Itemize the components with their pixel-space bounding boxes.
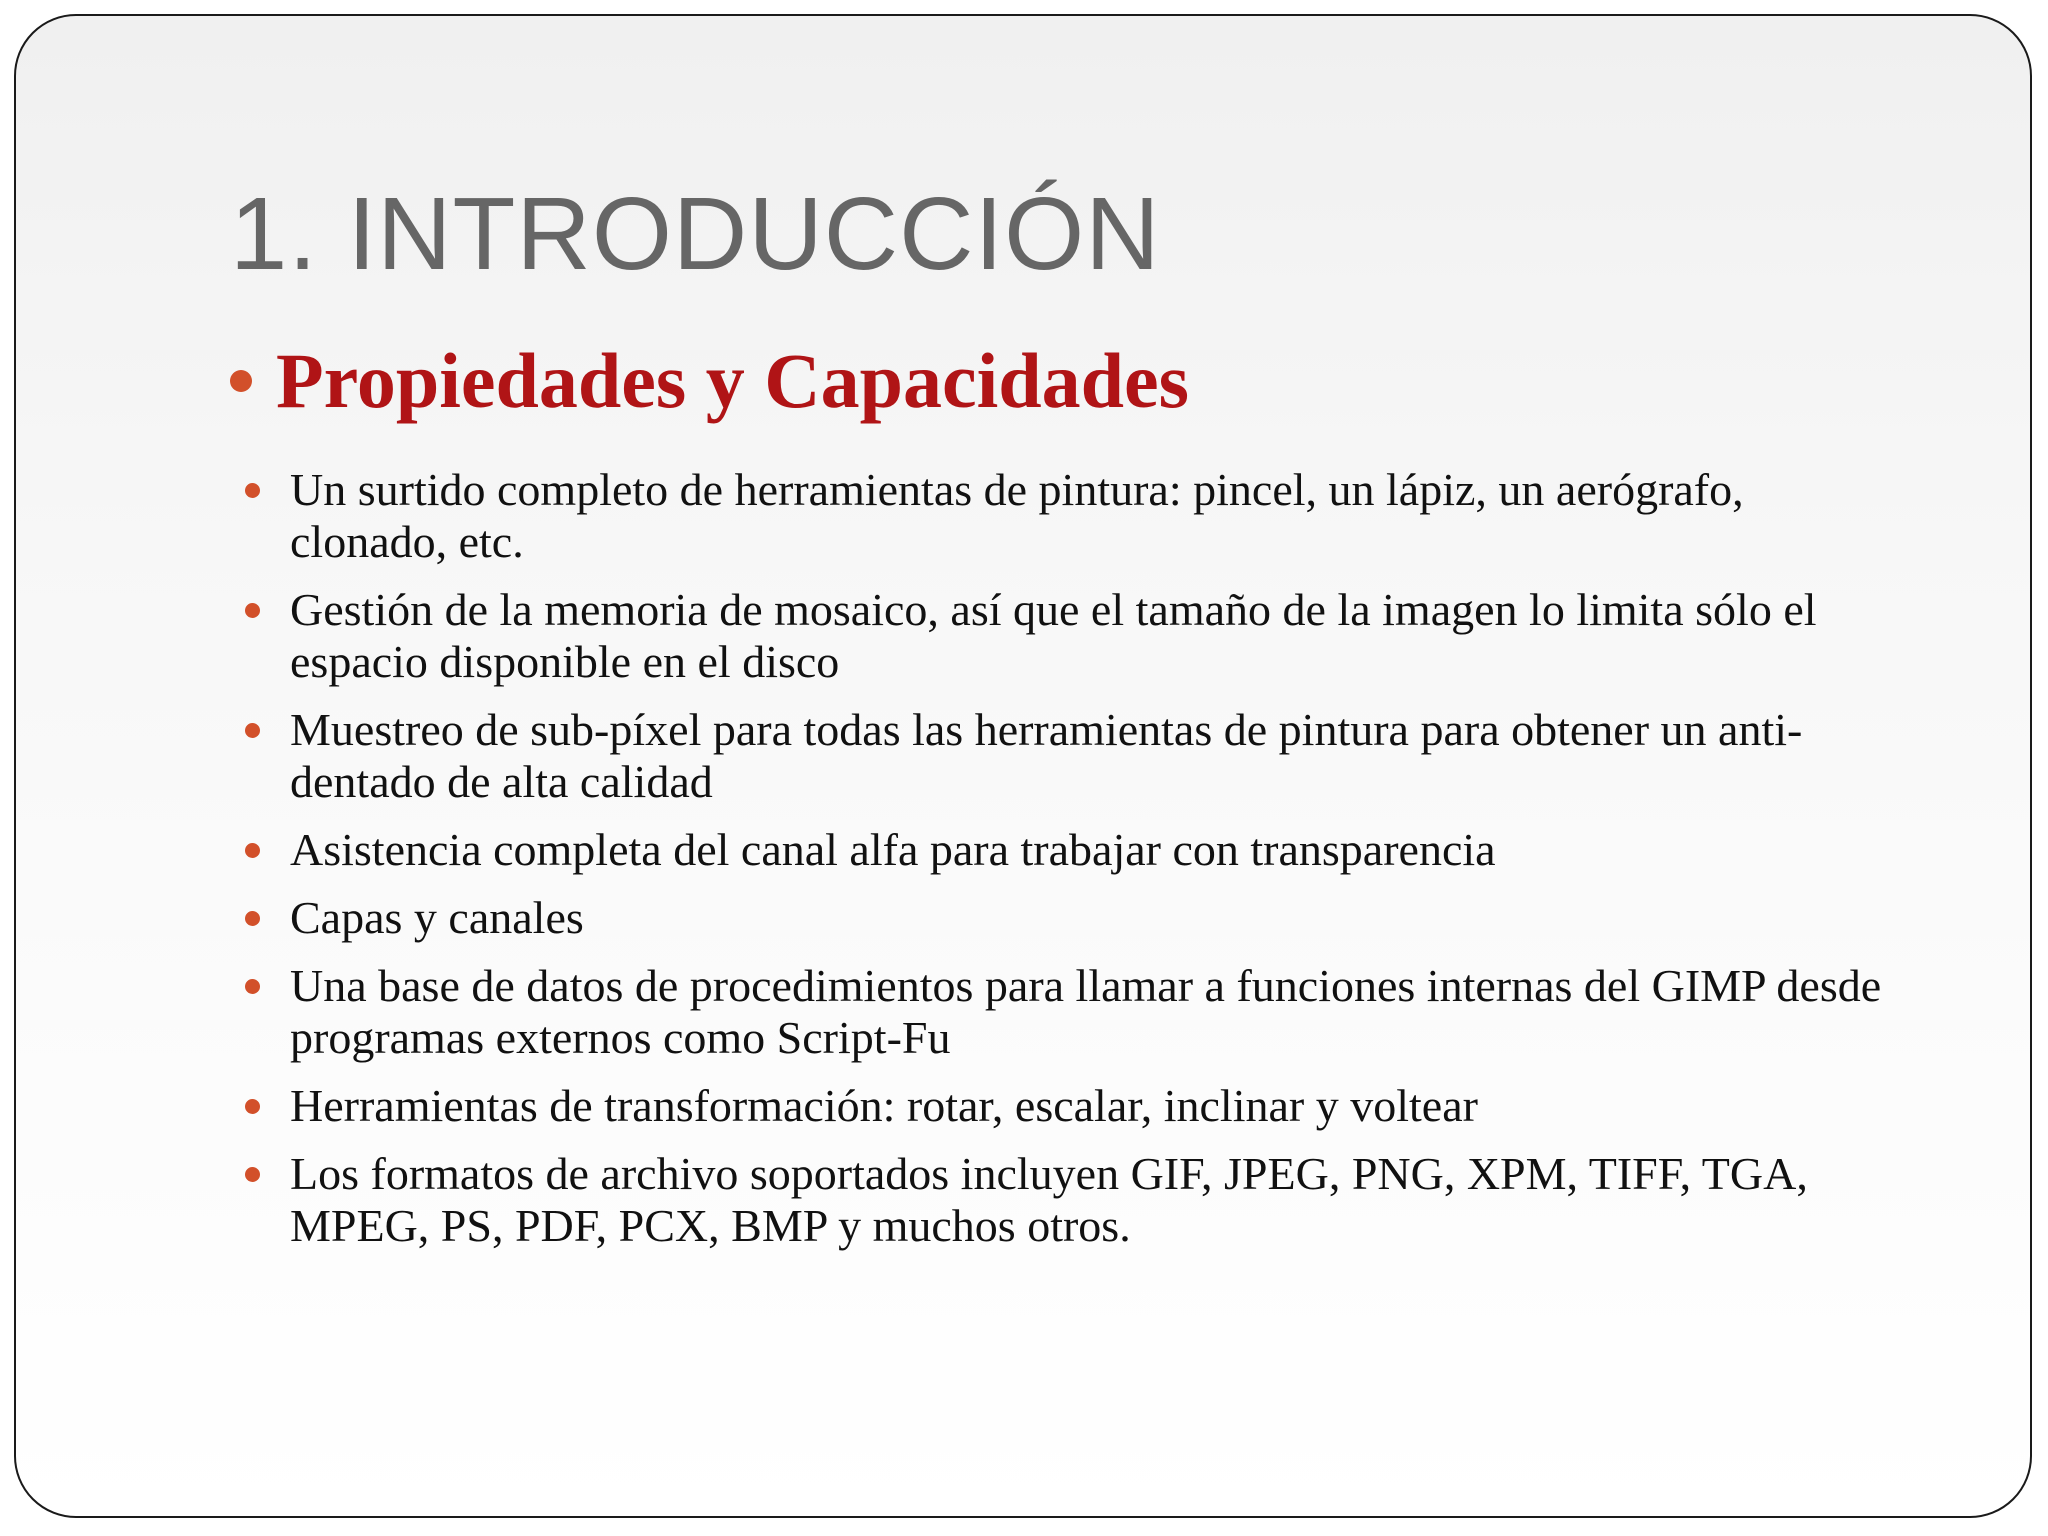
bullet-text: Un surtido completo de herramientas de pintura: pincel, un lápiz, un aerógrafo, clonado, etc. <box>290 464 1744 567</box>
bullet-item <box>230 960 1910 1064</box>
bullet-text: Capas y canales <box>290 892 584 943</box>
bullet-text: Muestreo de sub-píxel para todas las herramientas de pintura para obtener un anti-dentado de alta calidad <box>290 704 1803 807</box>
slide-title: 1. INTRODUCCIÓN <box>230 176 1161 291</box>
slide <box>14 14 2032 1518</box>
bullet-item <box>230 1080 1910 1132</box>
bullet-text: Gestión de la memoria de mosaico, así que el tamaño de la imagen lo limita sólo el espacio disponible en el disco <box>290 584 1817 687</box>
bullet-dot-icon <box>245 1099 260 1114</box>
bullet-item <box>230 704 1910 808</box>
bullet-dot-icon <box>245 843 260 858</box>
bullet-dot-icon <box>230 370 252 392</box>
bullet-item <box>230 824 1910 876</box>
bullet-item <box>230 1148 1910 1252</box>
bullet-dot-icon <box>245 1167 260 1182</box>
bullet-dot-icon <box>245 603 260 618</box>
bullet-item <box>230 464 1910 568</box>
bullet-text: Los formatos de archivo soportados incluyen GIF, JPEG, PNG, XPM, TIFF, TGA, MPEG, PS, PDF, PCX, BMP y muchos otros. <box>290 1148 1808 1251</box>
bullet-text: Una base de datos de procedimientos para llamar a funciones internas del GIMP desde programas externos como Script-Fu <box>290 960 1882 1063</box>
bullet-text: Herramientas de transformación: rotar, escalar, inclinar y voltear <box>290 1080 1478 1131</box>
section-heading <box>230 337 1189 424</box>
bullet-item <box>230 892 1910 944</box>
section-heading-text: Propiedades y Capacidades <box>276 337 1189 424</box>
bullet-dot-icon <box>245 483 260 498</box>
bullet-dot-icon <box>245 911 260 926</box>
bullet-item <box>230 584 1910 688</box>
bullet-text: Asistencia completa del canal alfa para trabajar con transparencia <box>290 824 1496 875</box>
bullet-dot-icon <box>245 723 260 738</box>
bullet-list <box>230 464 1910 1268</box>
bullet-dot-icon <box>245 979 260 994</box>
